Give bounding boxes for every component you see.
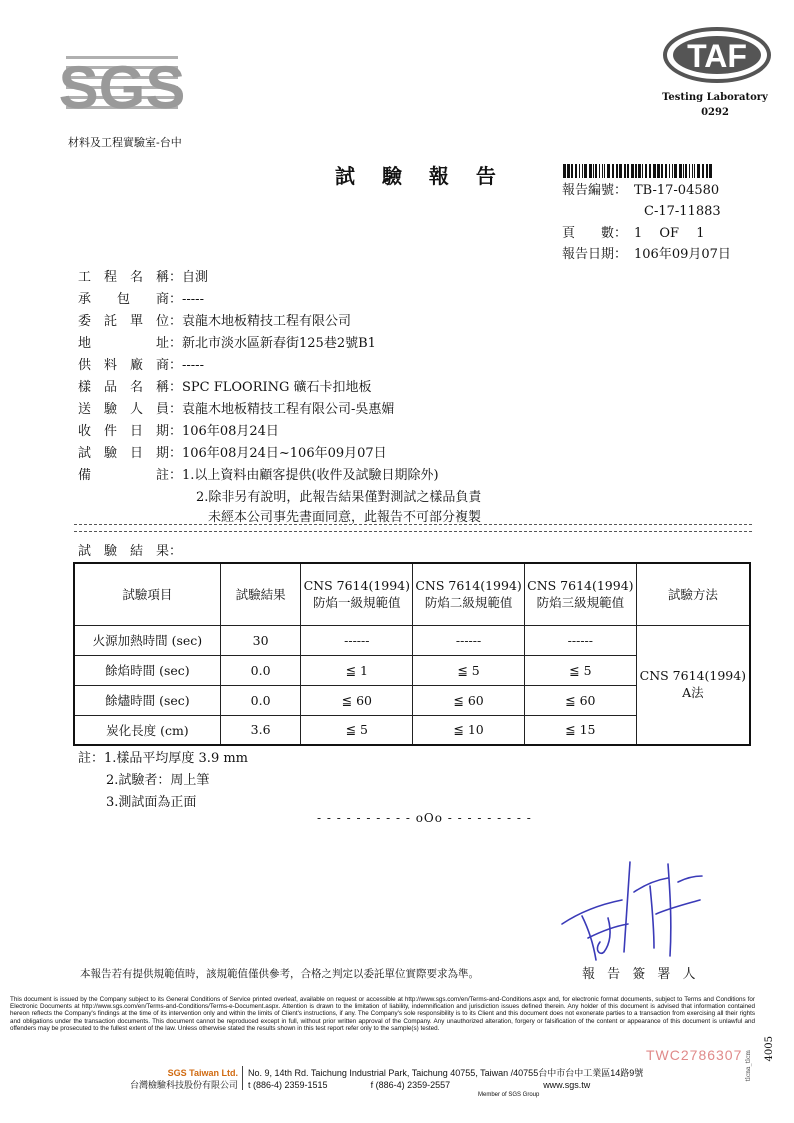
barcode-bar [604,164,605,178]
notes [78,748,248,814]
barcode-bar [571,164,573,178]
barcode-bar [582,164,583,178]
field-value: ----- [182,292,204,307]
barcode-bar [627,164,629,178]
results-table [73,562,751,746]
header-limit-3 [524,563,636,625]
footer-separator [242,1066,243,1090]
member-note: Member of SGS Group [478,1092,540,1098]
taf-caption [640,90,790,120]
cell-limit-2: ≦ 10 [413,715,525,745]
phone: t (886-4) 2359-1515 [248,1080,328,1090]
barcode-bar [645,164,647,178]
taf-logo [662,24,772,86]
cell-method [636,625,750,745]
barcode-bar [612,164,614,178]
signer-label: 報 告 簽 署 人 [582,967,700,982]
cell-result: 0.0 [220,685,301,715]
barcode-bar [607,164,610,178]
field-value: 106年08月24日 [182,424,279,439]
cell-limit-2: ≦ 60 [413,685,525,715]
field-value: 新北市淡水區新春街125巷2號B1 [182,336,376,351]
header-limit-3-std: CNS 7614(1994) [527,577,634,593]
method-standard: CNS 7614(1994) [639,668,747,684]
report-date-label: 報告日期： [562,247,628,262]
svg-text:TAF: TAF [687,38,747,74]
cell-item: 火源加熱時間 (sec) [74,625,220,655]
barcode-bar [653,164,656,178]
table-header-row [74,563,750,625]
header-result: 試驗結果 [220,563,301,625]
field-label: 工 程 名 稱： [78,270,183,285]
barcode-bar [674,164,677,178]
note-tester: 2.試驗者：周上筆 [106,773,210,788]
barcode-bar [619,164,622,178]
field-address [78,334,376,354]
barcode-bar [599,164,600,178]
header-limit-2-level: 防焰二級規範值 [424,594,513,610]
header-limit-1-std: CNS 7614(1994) [303,577,411,593]
field-supplier [78,356,204,376]
field-contractor [78,290,204,310]
signature [560,852,720,964]
company-name-en: SGS Taiwan Ltd. [167,1068,238,1078]
barcode-bar [689,164,690,178]
lab-name: 材料及工程實驗室-台中 [68,136,182,149]
barcode-bar [635,164,637,178]
cell-limit-1: ------ [301,625,413,655]
barcode-bar [657,164,660,178]
report-number-1: TB-17-04580 [634,183,720,198]
field-submitter [78,400,394,420]
field-value: ----- [182,358,204,373]
barcode-bar [665,164,667,178]
barcode-bar [702,164,704,178]
barcode-bar [638,164,641,178]
barcode-bar [692,164,693,178]
field-label: 承 包 商： [78,292,183,307]
taf-number: 0292 [701,107,729,118]
cell-result: 0.0 [220,655,301,685]
cell-result: 3.6 [220,715,301,745]
document-serial: TWC2786307 [646,1047,743,1063]
field-value: SPC FLOORING 礦石卡扣地板 [182,380,372,395]
barcode-bar [575,164,577,178]
field-label: 委 託 單 位： [78,314,183,329]
barcode-bar [567,164,570,178]
barcode-bar [694,164,695,178]
barcode-bar [679,164,682,178]
remark-line-2: 2.除非另有說明，此報告結果僅對測試之樣品負責 [196,490,482,505]
field-remarks [78,466,439,486]
header-item: 試驗項目 [74,563,220,625]
cell-limit-3: ≦ 15 [524,715,636,745]
cell-result: 30 [220,625,301,655]
barcode-bar [579,164,580,178]
header-limit-2-std: CNS 7614(1994) [415,577,522,593]
barcode-bar [642,164,643,178]
cell-limit-3: ≦ 5 [524,655,636,685]
footer-contact [248,1067,643,1091]
barcode-bar [593,164,594,178]
cell-limit-1: ≦ 5 [301,715,413,745]
cell-item: 餘燼時間 (sec) [74,685,220,715]
barcode-bar [616,164,618,178]
field-received-date [78,422,279,442]
sgs-logo [58,52,186,121]
field-test-date [78,444,387,464]
field-value: 袁龍木地板精技工程有限公司-吳惠媚 [182,402,395,417]
method-variant: A法 [682,685,704,701]
page-count-value: 1 OF 1 [634,226,705,241]
barcode-bar [672,164,673,178]
note-test-face: 3.測試面為正面 [106,795,197,810]
field-client [78,312,351,332]
field-label: 送 驗 人 員： [78,402,183,417]
barcode-bar [624,164,626,178]
barcode-bar [584,164,587,178]
barcode-bar [661,164,663,178]
header-limit-2 [413,563,525,625]
barcode-bar [649,164,651,178]
cell-limit-1: ≦ 60 [301,685,413,715]
terms-disclaimer: This document is issued by the Company subject to its General Conditions of Service printed overleaf, available on request or accessible at http://www.sgs.com/en/Terms-and-Conditions.aspx and, for electronic format documents, subject to Terms and Conditions for Electronic Documents at http://www.sgs.com/en/Terms-and-Conditions/Terms-e-Document.aspx. Attention is drawn to the limitation of liability, indemnification and jurisdiction issues defined therein. Any holder of this document is advised that information contained hereon reflects the Company's findings at the time of its intervention only and within the limits of Client's instructions, if any. The Company's sole responsibility is to its Client and this document does not exonerate parties to a transaction from exercising all their rights and obligations under the transaction documents. This document cannot be reproduced except in full, without prior written approval of the Company. Any unauthorized alteration, forgery or falsification of the content or appearance of this document is unlawful and offenders may be prosecuted to the fullest extent of the law. Unless otherwise stated the results shown in this test report refer only to the sample(s) tested. [10,996,755,1032]
contact-line [248,1079,643,1091]
barcode-bar [589,164,592,178]
side-number: 4005 [764,1036,775,1062]
fax: f (886-4) 2359-2557 [370,1080,451,1090]
header-limit-1-level: 防焰一級規範值 [313,594,401,610]
reference-disclaimer: 本報告若有提供規範值時，該規範值僅供參考，合格之判定以委託單位實際要求為準。 [80,968,479,980]
barcode-bar [602,164,603,178]
page-count-label: 頁 數： [562,226,628,241]
field-value: 自測 [182,270,209,285]
field-label: 樣 品 名 稱： [78,380,183,395]
barcode-bar [631,164,634,178]
taf-testing-lab: Testing Laboratory [662,92,768,103]
company-address: No. 9, 14th Rd. Taichung Industrial Park, Taichung 40755, Taiwan /40755台中市台中工業區14路9號 [248,1068,644,1078]
footer-company [90,1067,238,1091]
end-of-report-mark: - - - - - - - - - - oOo - - - - - - - - - [317,811,532,825]
barcode-bar [685,164,687,178]
cell-item: 炭化長度 (cm) [74,715,220,745]
report-date-row [562,246,731,264]
cell-limit-3: ≦ 60 [524,685,636,715]
header-limit-1 [301,563,413,625]
results-label: 試 驗 結 果： [78,544,183,559]
report-number-2: C-17-11883 [644,204,721,219]
cell-limit-3: ------ [524,625,636,655]
barcode-bar [595,164,597,178]
note-thickness: 註：1.樣品平均厚度 3.9 mm [78,751,248,766]
header-method: 試驗方法 [636,563,750,625]
field-label: 試 驗 日 期： [78,446,183,461]
barcode-bar [697,164,700,178]
barcode-bar [669,164,670,178]
report-date-value: 106年09月07日 [634,247,731,262]
double-dashed-divider [74,524,752,532]
barcode [563,164,715,178]
page-count-row [562,225,705,243]
cell-limit-2: ------ [413,625,525,655]
field-label: 備 註： [78,468,183,483]
field-label: 供 料 廠 商： [78,358,183,373]
field-value: 106年08月24日~106年09月07日 [182,446,387,461]
cell-item: 餘焰時間 (sec) [74,655,220,685]
field-label: 收 件 日 期： [78,424,183,439]
website[interactable]: www.sgs.tw [543,1080,591,1090]
company-name-zh: 台灣檢驗科技股份有限公司 [129,1080,238,1090]
field-sample-name [78,378,372,398]
svg-text:SGS: SGS [58,54,186,121]
field-label: 地 址： [78,336,183,351]
barcode-bar [709,164,712,178]
side-code: tlcna_tlcm [745,1050,752,1082]
field-value: 1.以上資料由顧客提供(收件及試驗日期除外) [182,468,439,483]
report-number-row [562,182,720,200]
field-project [78,268,208,288]
cell-limit-2: ≦ 5 [413,655,525,685]
header-limit-3-level: 防焰三級規範值 [536,594,625,610]
barcode-bar [563,164,566,178]
field-value: 袁龍木地板精技工程有限公司 [182,314,352,329]
barcode-bar [706,164,708,178]
table-row [74,625,750,655]
barcode-bar [683,164,684,178]
cell-limit-1: ≦ 1 [301,655,413,685]
remark-line-3: 未經本公司事先書面同意，此報告不可部分複製 [208,510,482,525]
report-title: 試 驗 報 告 [335,164,506,188]
report-number-label: 報告編號： [562,183,628,198]
